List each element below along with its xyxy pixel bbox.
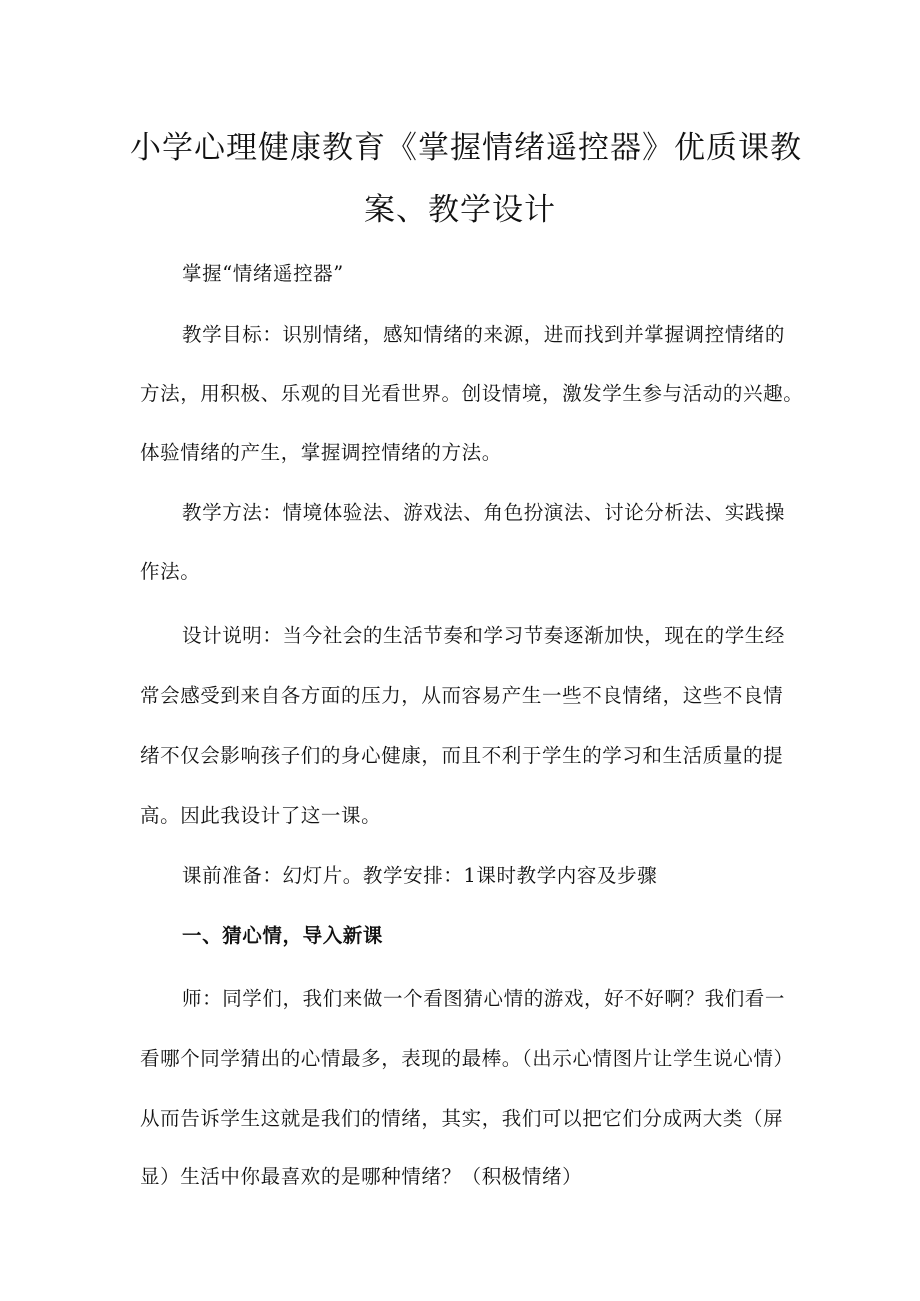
- design-notes-line: 高。因此我设计了这一课。: [140, 804, 382, 827]
- section-heading: 一、猜心情，导入新课: [182, 924, 384, 947]
- document-title-line-1: 小学心理健康教育《掌握情绪遥控器》优质课教: [130, 130, 802, 166]
- section-paragraph-line: 师：同学们，我们来做一个看图猜心情的游戏，好不好啊？我们看一: [182, 987, 786, 1010]
- section-paragraph-line: 看哪个同学猜出的心情最多，表现的最棒。（出示心情图片让学生说心情）: [140, 1047, 794, 1070]
- section-paragraph-line: 从而告诉学生这就是我们的情绪，其实，我们可以把它们分成两大类（屏: [140, 1107, 784, 1130]
- document-title-line-2: 案、教学设计: [364, 192, 556, 228]
- design-notes-line: 绪不仅会影响孩子们的身心健康，而且不利于学生的学习和生活质量的提: [140, 744, 784, 767]
- methods-line: 作法。: [140, 560, 201, 583]
- objectives-line: 教学目标：识别情绪，感知情绪的来源，进而找到并掌握调控情绪的: [182, 323, 786, 346]
- design-notes-line: 设计说明：当今社会的生活节奏和学习节奏逐渐加快，现在的学生经: [182, 624, 786, 647]
- design-notes-line: 常会感受到来自各方面的压力，从而容易产生一些不良情绪，这些不良情: [140, 684, 784, 707]
- methods-line: 教学方法：情境体验法、游戏法、角色扮演法、讨论分析法、实践操: [182, 501, 786, 524]
- objectives-line: 体验情绪的产生，掌握调控情绪的方法。: [140, 441, 502, 464]
- section-paragraph-line: 显）生活中你最喜欢的是哪种情绪？（积极情绪）: [140, 1165, 583, 1188]
- objectives-line: 方法，用积极、乐观的目光看世界。创设情境，激发学生参与活动的兴趣。: [140, 382, 804, 405]
- lesson-subtitle: 掌握“情绪遥控器”: [182, 262, 344, 285]
- preparation-line: 课前准备：幻灯片。教学安排：1课时教学内容及步骤: [182, 864, 658, 887]
